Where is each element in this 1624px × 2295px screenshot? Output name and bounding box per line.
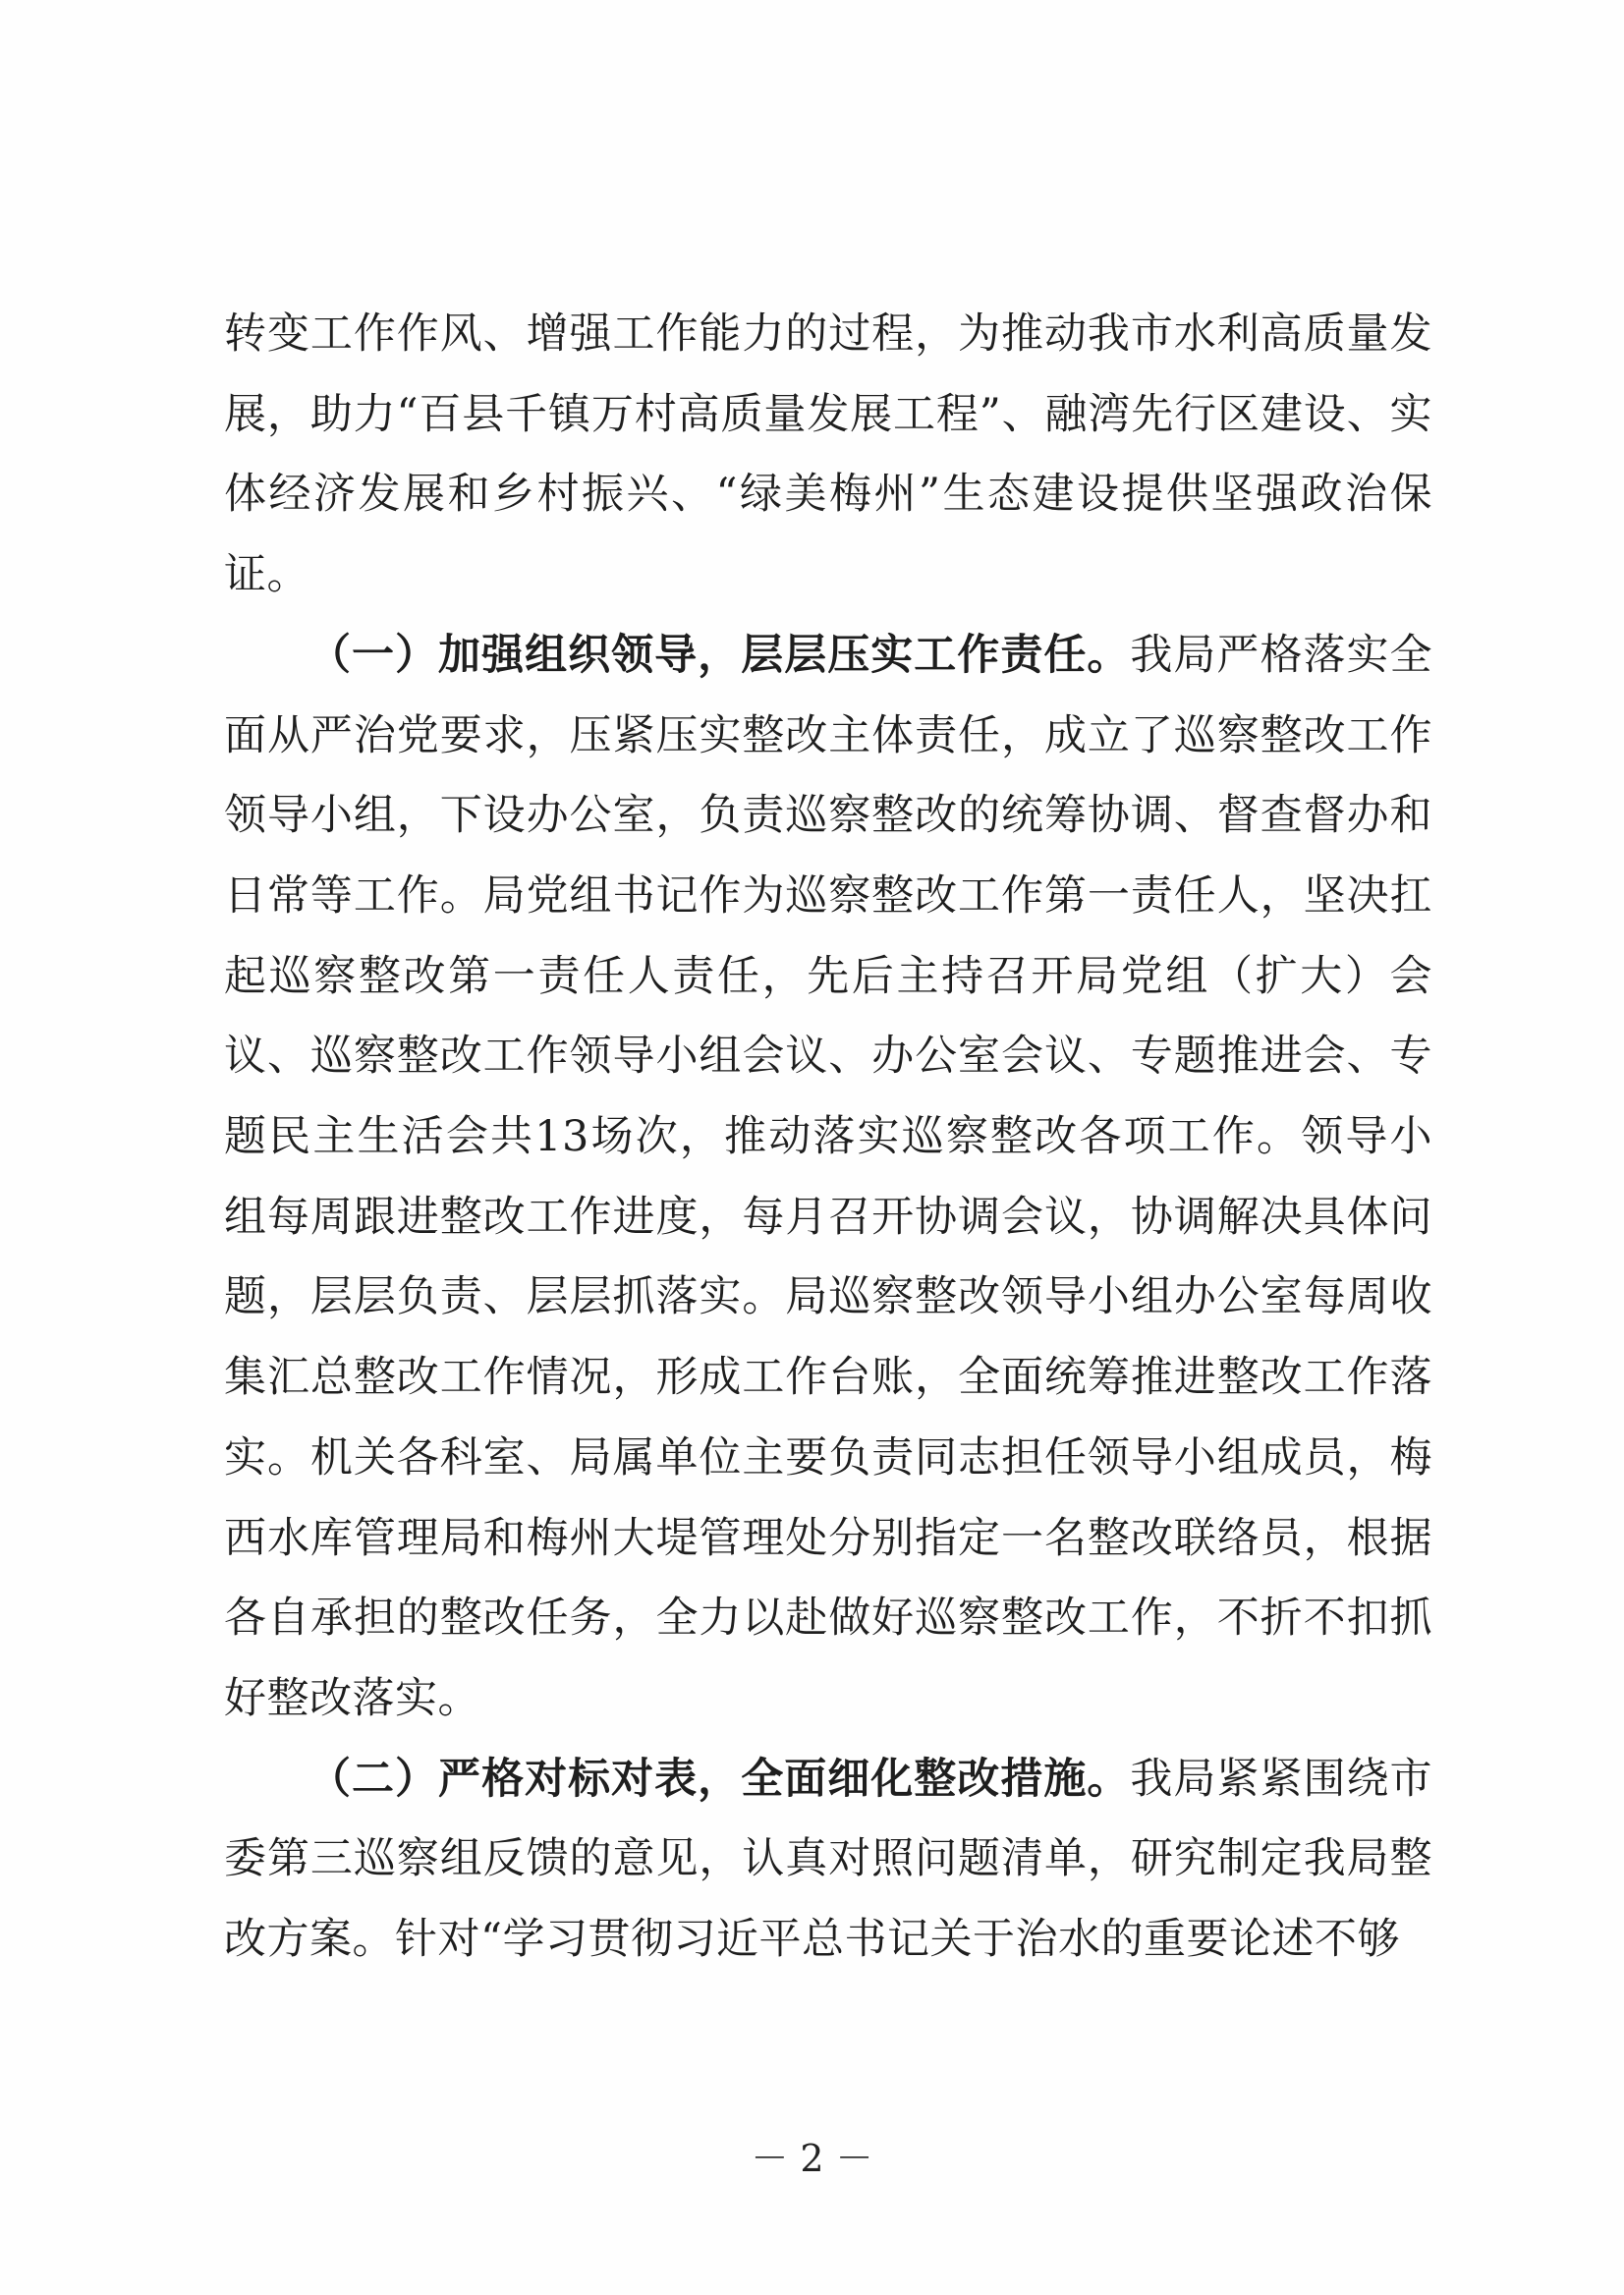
paragraph-intro-continuation: 转变工作作风、增强工作能力的过程，为推动我市水利高质量发展，助力“百县千镇万村高质量发展工程”、融湾先行区建设、实体经济发展和乡村振兴、“绿美梅州”生态建设提供坚强政治保证。 (224, 309, 1432, 600)
document-body (224, 295, 1432, 1981)
paragraph-section-2 (224, 1740, 1432, 1981)
section-1-body: 我局严格落实全面从严治党要求，压紧压实整改主体责任，成立了巡察整改工作领导小组，下设办公室，负责巡察整改的统筹协调、督查督办和日常等工作。局党组书记作为巡察整改工作第一责任人，坚决扛起巡察整改第一责任人责任，先后主持召开局党组（扩大）会议、巡察整改工作领导小组会议、办公室会议、专题推进会、专题民主生活会共13场次，推动落实巡察整改各项工作。领导小组每周跟进整改工作进度，每月召开协调会议，协调解决具体问题，层层负责、层层抓落实。局巡察整改领导小组办公室每周收集汇总整改工作情况，形成工作台账，全面统筹推进整改工作落实。机关各科室、局属单位主要负责同志担任领导小组成员，梅西水库管理局和梅州大堤管理处分别指定一名整改联络员，根据各自承担的整改任务，全力以赴做好巡察整改工作，不折不扣抓好整改落实。 (224, 630, 1433, 1723)
section-1-heading: （一）加强组织领导，层层压实工作责任。 (308, 630, 1131, 680)
section-2-body: 我局紧紧围绕市委第三巡察组反馈的意见，认真对照问题清单，研究制定我局整改方案。针对“学习贯彻习近平总书记关于治水的重要论述不够 (224, 1754, 1433, 1965)
section-2-heading: （二）严格对标对表，全面细化整改措施。 (308, 1754, 1131, 1804)
page-number: － 2 － (751, 2137, 873, 2180)
paragraph-section-1 (224, 616, 1432, 1740)
